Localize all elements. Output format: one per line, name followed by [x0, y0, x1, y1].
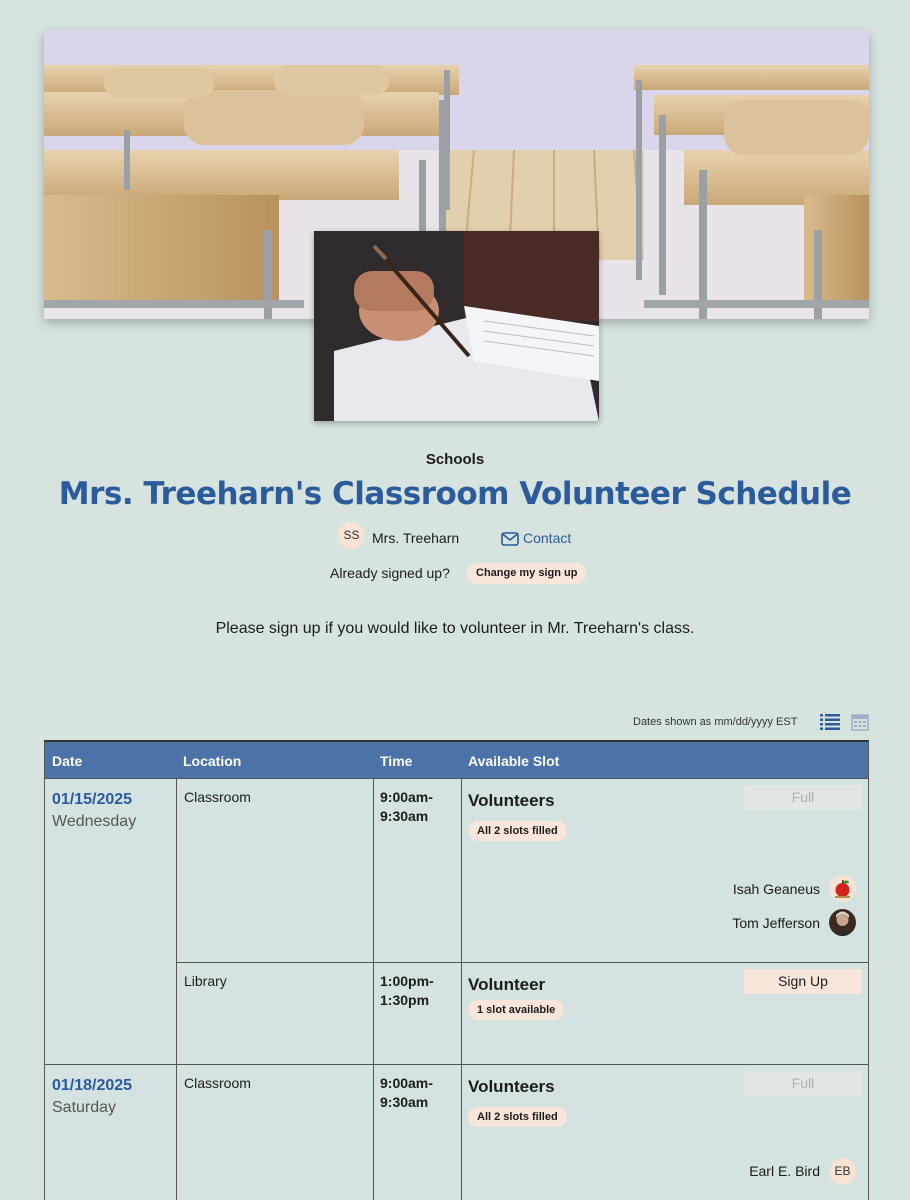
date-weekday: Wednesday — [52, 813, 137, 830]
list-view-icon[interactable] — [820, 713, 840, 736]
portrait-avatar-icon — [829, 909, 856, 936]
full-button: Full — [744, 785, 862, 810]
contact-link[interactable] — [501, 530, 571, 549]
change-my-sign-up-button[interactable]: Change my sign up — [467, 563, 586, 584]
volunteer-avatar: EB — [829, 1158, 856, 1185]
col-date: Date — [52, 753, 83, 769]
dates-timezone-note: Dates shown as mm/dd/yyyy EST — [633, 716, 798, 728]
date-value: 01/15/2025 — [52, 791, 133, 808]
slot-time-end: 9:30am — [380, 808, 429, 824]
schedule-table — [44, 740, 869, 1200]
slot-location: Library — [184, 973, 227, 989]
slot-time-start: 9:00am- — [380, 1075, 433, 1091]
category-label: Schools — [425, 451, 485, 468]
slot-time — [380, 1074, 433, 1112]
col-time: Time — [380, 753, 413, 769]
contact-label: Contact — [523, 530, 572, 546]
volunteer-name: Earl E. Bird — [749, 1163, 820, 1179]
slot-title: Volunteers — [468, 1077, 555, 1096]
volunteer-name: Isah Geaneus — [732, 881, 820, 897]
writing-photo — [314, 231, 599, 421]
apple-avatar-icon — [829, 875, 856, 902]
page-title: Mrs. Treeharn's Classroom Volunteer Schedule — [58, 476, 852, 512]
table-header — [45, 742, 868, 778]
slot-time — [380, 972, 434, 1010]
slot-title: Volunteers — [468, 791, 555, 810]
organizer-name: Mrs. Treeharn — [372, 530, 460, 546]
slot-status-badge: All 2 slots filled — [468, 821, 567, 841]
slot-time-end: 1:30pm — [380, 992, 430, 1008]
already-signed-up-text: Already signed up? — [330, 565, 450, 581]
organizer-avatar: SS — [338, 522, 365, 549]
slot-status-badge: All 2 slots filled — [468, 1107, 567, 1127]
slot-time-start: 9:00am- — [380, 789, 433, 805]
volunteer-name: Tom Jefferson — [732, 915, 820, 931]
intro-text: Please sign up if you would like to volunteer in Mr. Treeharn's class. — [215, 620, 695, 637]
slot-location: Classroom — [184, 1075, 251, 1091]
col-available-slot: Available Slot — [468, 753, 560, 769]
full-button: Full — [744, 1071, 862, 1096]
col-location: Location — [183, 753, 242, 769]
date-weekday: Saturday — [52, 1099, 117, 1116]
slot-time-start: 1:00pm- — [380, 973, 434, 989]
mail-icon — [501, 532, 519, 549]
sign-up-button[interactable]: Sign Up — [744, 969, 862, 994]
slot-status-badge: 1 slot available — [468, 1000, 564, 1020]
slot-location: Classroom — [184, 789, 251, 805]
organizer-row — [0, 522, 910, 552]
slot-time — [380, 788, 433, 826]
slot-time-end: 9:30am — [380, 1094, 429, 1110]
date-group-row — [45, 1064, 868, 1200]
date-value: 01/18/2025 — [52, 1077, 133, 1094]
date-group-row — [45, 778, 868, 1064]
slot-title: Volunteer — [468, 975, 546, 994]
calendar-view-icon[interactable] — [851, 713, 869, 736]
